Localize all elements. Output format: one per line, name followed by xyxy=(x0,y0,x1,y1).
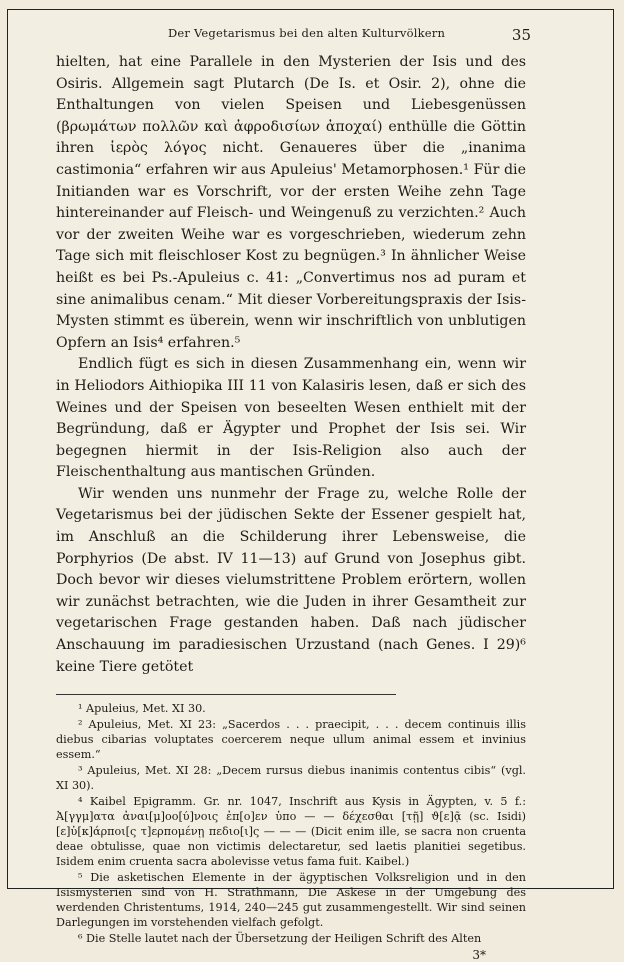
page-number: 35 xyxy=(511,26,531,44)
footnotes xyxy=(56,695,526,946)
paragraph: Endlich fügt es sich in diesen Zusammenhang ein, wenn wir in Heliodors Aithiopika III 11 von Kalasiris lesen, daß er sich des Weines und der Speisen von beseelten Wesen enthielt mit der Begründung, daß er Ägypter und Prophet der Isis sei. Wir begegnen hiermit in der Isis-Religion also auch der Fleischenthaltung aus mantischen Gründen. xyxy=(56,356,526,481)
running-head: Der Vegetarismus bei den alten Kulturvölkern xyxy=(168,26,446,40)
footnote: ⁶ Die Stelle lautet nach der Übersetzung der Heiligen Schrift des Alten xyxy=(78,932,482,946)
footnote: ⁴ Kaibel Epigramm. Gr. nr. 1047, Inschrift aus Kysis in Ägypten, v. 5 f.: Ἀ[γγμ]ατα ἀναι[μ]οο[ύ]νοις ἐπ[ο]εν ὑπο — — δέχεσθαι [τῇ] ϑ[ε]ᾷ (sc. Isidi) [ε]ὐ[κ]άρποι[ς τ]ερπομένῃ πεδιο[ι]ς — — — (Dicit enim ille, se sacra non cruenta deae obtulisse, quae non victimis delectaretur, sed laetis planitiei segetibus. Isidem enim cruenta sacra abolevisse vetus fama fuit. Kaibel.) xyxy=(56,795,526,869)
paragraph: Wir wenden uns nunmehr der Frage zu, welche Rolle der Vegetarismus bei der jüdischen Sekte der Essener gespielt hat, im Anschluß an die Schilderung ihrer Lebensweise, die Porphyrios (De abst. IV 11—13) auf Grund von Josephus gibt. Doch bevor wir dieses vielumstrittene Problem erörtern, wollen wir zunächst betrachten, wie die Juden in ihrer Gesamtheit zur vegetarischen Frage gestanden haben. Daß nach jüdischer Anschauung im paradiesischen Urzustand (nach Genes. I 29)⁶ keine Tiere getötet xyxy=(56,485,526,675)
body-text xyxy=(56,52,526,678)
footnote: ³ Apuleius, Met. XI 28: „Decem rursus diebus inanimis contentus cibis“ (vgl. XI 30). xyxy=(56,764,526,793)
footnote: ¹ Apuleius, Met. XI 30. xyxy=(78,702,206,716)
footnote: ⁵ Die asketischen Elemente in der ägyptischen Volksreligion und in den Isismysterien sind von H. Strathmann, Die Askese in der Umgebung des werdenden Christentums, 1914, 240—245 gut zusammengestellt. Wir sind seinen Darlegungen im vorstehenden vielfach gefolgt. xyxy=(56,871,526,930)
footnote: ² Apuleius, Met. XI 23: „Sacerdos . . . praecipit, . . . decem continuis illis diebus cibarias voluptates coercerem neque ullum animal essem et invinius essem.“ xyxy=(56,718,526,762)
book-page xyxy=(56,18,531,962)
page-header xyxy=(56,18,531,44)
paragraph: hielten, hat eine Parallele in den Mysterien der Isis und des Osiris. Allgemein sagt Plutarch (De Is. et Osir. 2), ohne die Enthaltungen von vielen Speisen und Liebesgenüssen (βρωμάτων πολλῶν καὶ ἀφροδισίων ἀποχαί) enthülle die Göttin ihren ἱερὸς λόγος nicht. Genaueres über die „inanima castimonia“ erfahren wir aus Apuleius' Metamorphosen.¹ Für die Initianden war es Vorschrift, vor der ersten Weihe zehn Tage hintereinander auf Fleisch- und Weingenuß zu verzichten.² Auch vor der zweiten Weihe war es vorgeschrieben, wiederum zehn Tage sich mit fleischloser Kost zu begnügen.³ In ähnlicher Weise heißt es bei Ps.-Apuleius c. 41: „Convertimus nos ad puram et sine animalibus cenam.“ Mit dieser Vorbereitungspraxis der Isis-Mysten stimmt es überein, wenn wir inschriftlich von unblutigen Opfern an Isis⁴ erfahren.⁵ xyxy=(56,54,526,351)
signature-mark: 3* xyxy=(472,948,486,962)
